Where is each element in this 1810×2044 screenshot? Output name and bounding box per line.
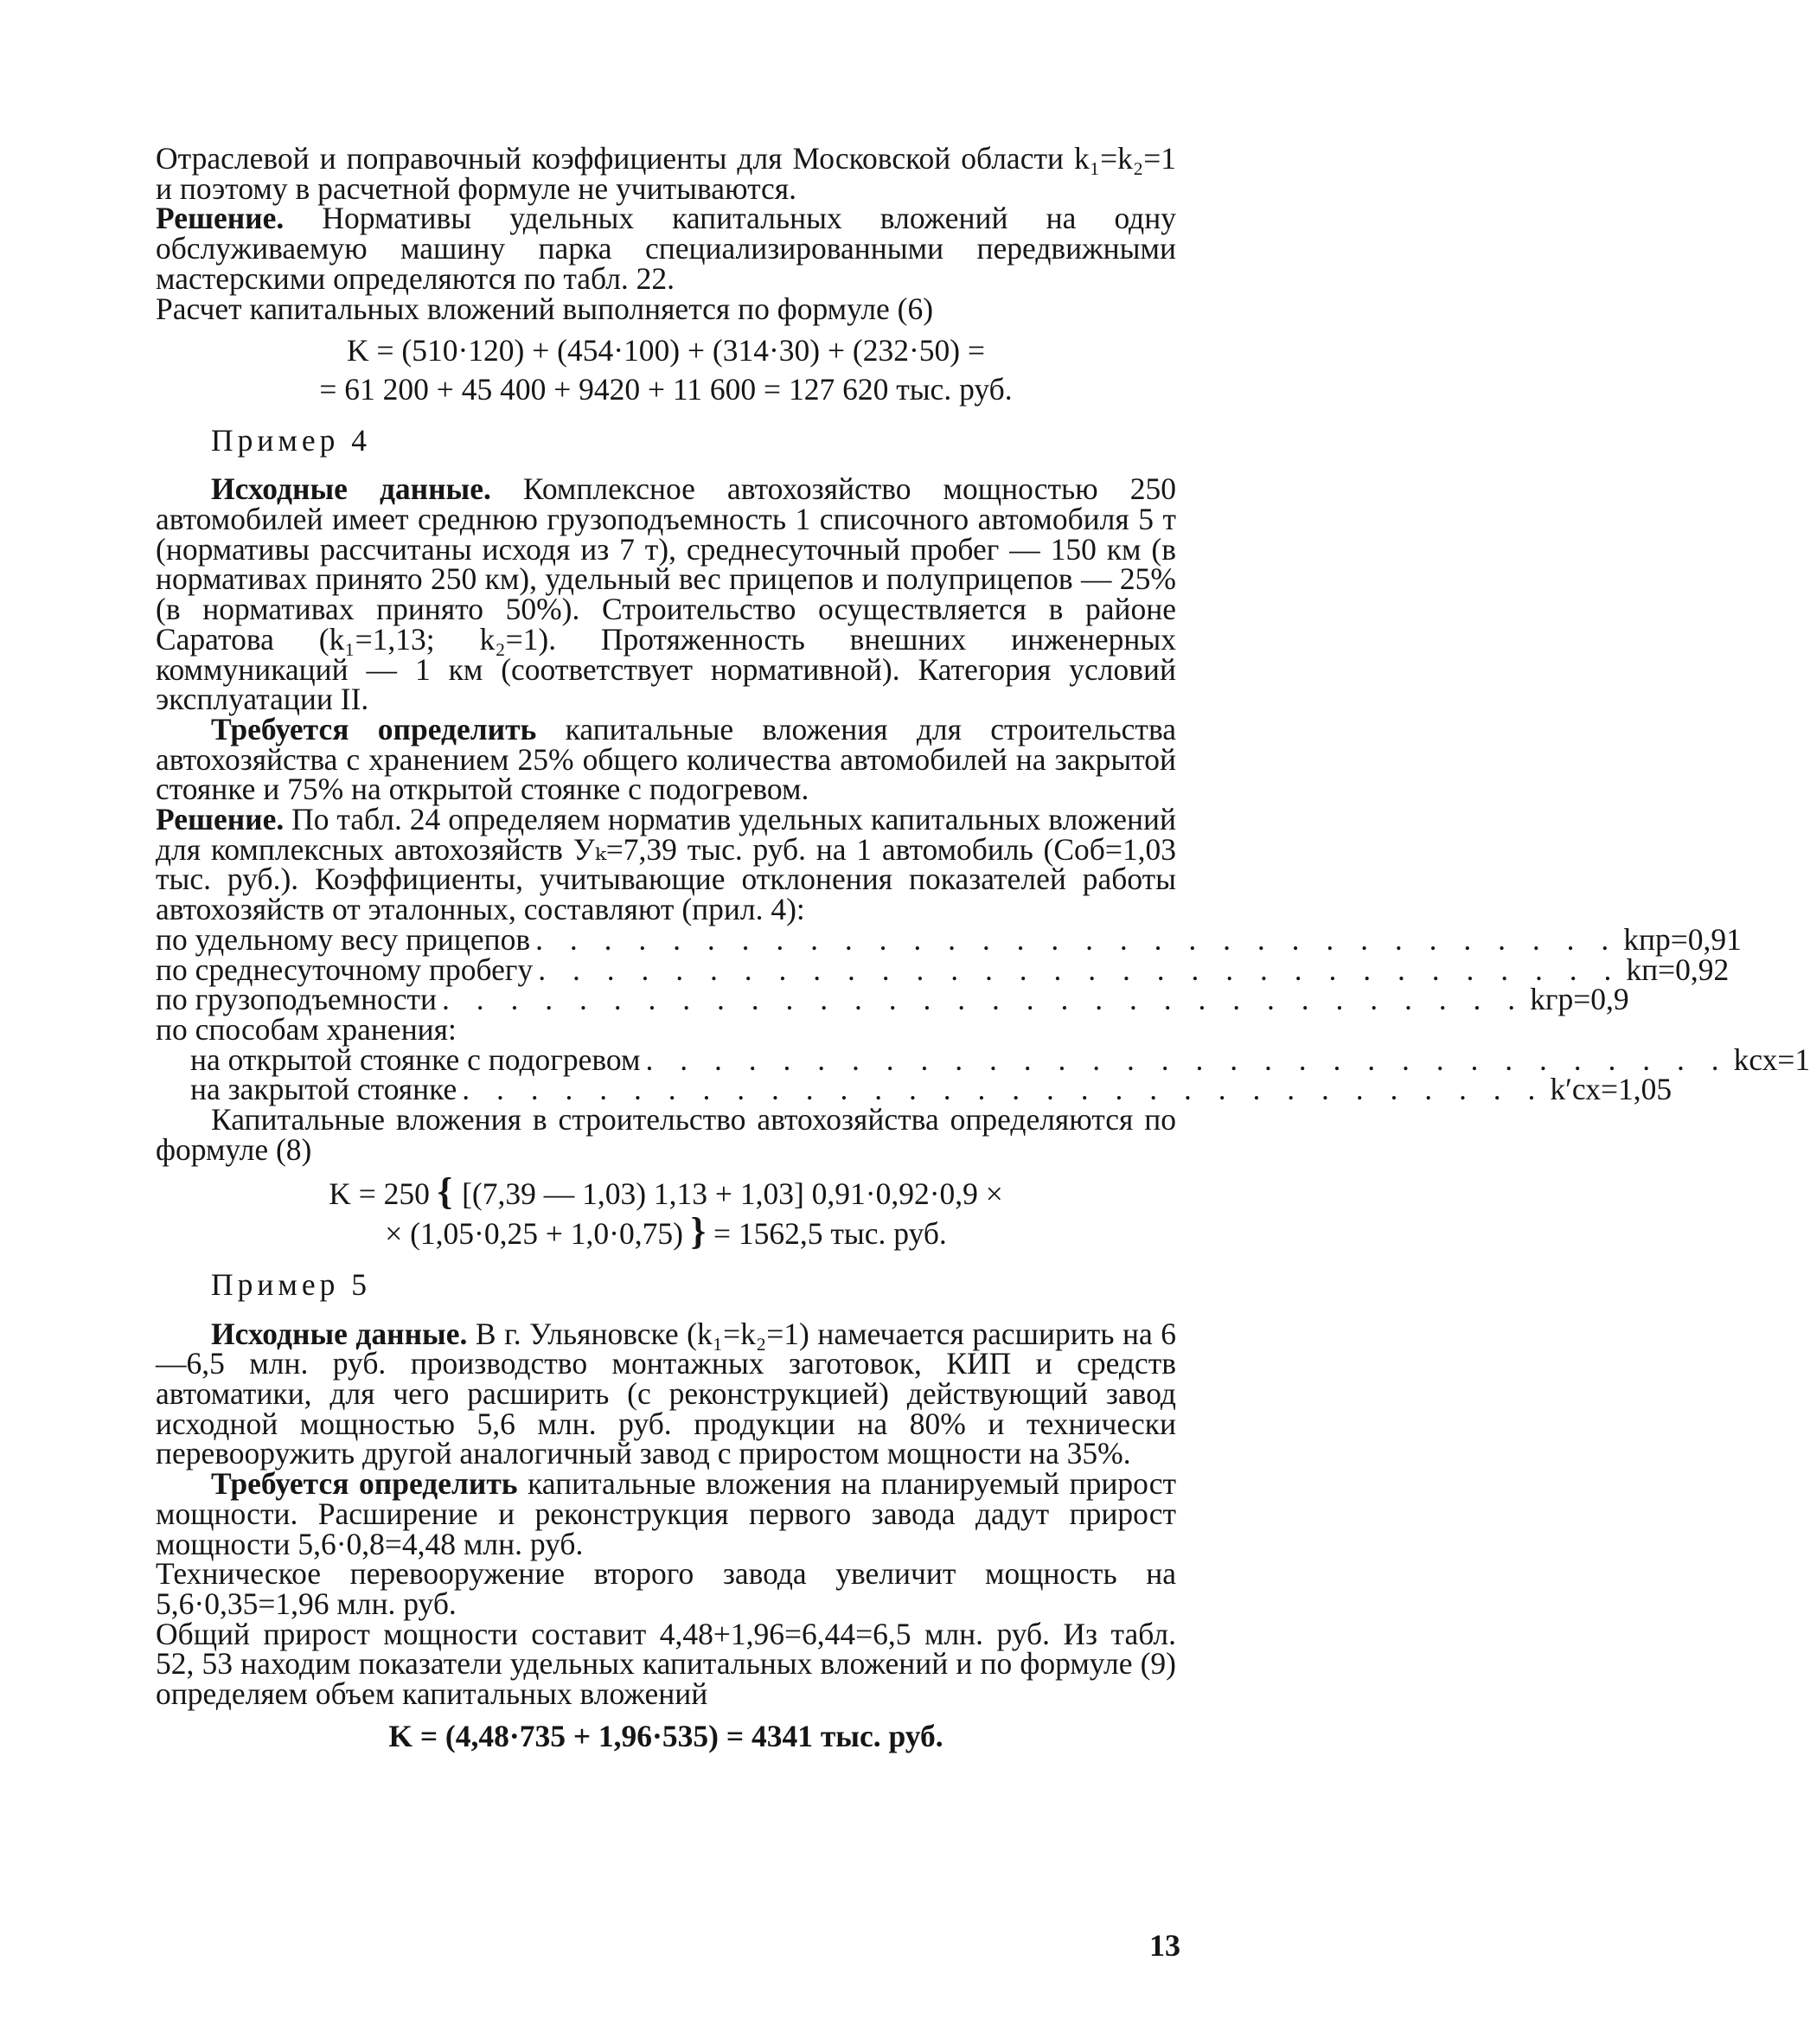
example-5-initial-data bbox=[156, 1316, 1176, 1471]
paragraph-coefficients-moscow: Отраслевой и поправочный коэффициенты для Московской области k₁=k₂=1 и поэтому в расчетной формуле не учитываются. bbox=[156, 141, 1176, 206]
paragraph-solution-3 bbox=[156, 201, 1176, 296]
coefficient-label: по удельному весу прицепов bbox=[156, 921, 531, 957]
initial-data-label: Исходные данные. bbox=[211, 1316, 468, 1351]
example-4-initial-data bbox=[156, 471, 1176, 717]
example-4-heading: Пример 4 bbox=[211, 422, 371, 458]
example-5-requirement bbox=[156, 1466, 1176, 1561]
coefficient-label: по грузоподъемности bbox=[156, 982, 438, 1017]
coefficient-value: k′сх=1,05 bbox=[1550, 1072, 1672, 1107]
formula-8-part-2: × (1,05·0,25 + 1,0·0,75) } = 1562,5 тыс. руб. bbox=[385, 1210, 947, 1253]
solution-text: По табл. 24 определяем норматив удельных капитальных вложений для комплексных автохозяйств Уₖ=7,39 тыс. руб. на 1 автомобиль (Cоб=1,03 тыс. руб.). Коэффициенты, учитывающие отклонения показателей работы автохозяйств от эталонных, составляют (прил. 4): bbox=[156, 802, 1176, 927]
dot-leader: . . . . . . . . . . . . . . . . . . . . . . . . . . . . . . . . bbox=[462, 1072, 1545, 1107]
requirement-text: капитальные вложения на планируемый прирост мощности. Расширение и реконструкция первого завода дадут прирост мощности 5,6·0,8=4,48 млн. руб. bbox=[156, 1466, 1176, 1561]
initial-data-text: Комплексное автохозяйство мощностью 250 автомобилей имеет среднюю грузоподъемность 1 списочного автомобиля 5 т (нормативы рассчитаны исходя из 7 т), среднесуточный пробег — 150 км (в нормативах принято 250 км), удельный вес прицепов и полуприцепов — 25% (в нормативах принято 50%). Строительство осуществляется в районе Саратова (k₁=1,13; k₂=1). Протяженность внешних инженерных коммуникаций — 1 км (соответствует нормативной). Категория условий эксплуатации II. bbox=[156, 471, 1176, 717]
coefficient-label: на открытой стоянке с подогревом bbox=[190, 1041, 641, 1077]
requirement-label: Требуется определить bbox=[211, 1466, 518, 1502]
coefficient-row-capacity bbox=[156, 982, 1629, 1017]
text-block bbox=[156, 141, 1810, 1754]
coefficient-value: kпр=0,91 bbox=[1623, 921, 1742, 957]
dot-leader: . . . . . . . . . . . . . . . . . . . . . . . . . . . . . . . . bbox=[442, 982, 1525, 1017]
coefficient-row-mileage bbox=[156, 952, 1730, 987]
example-4-capital-intro: Капитальные вложения в строительство автохозяйства определяются по формуле (8) bbox=[156, 1102, 1176, 1167]
solution-text: Нормативы удельных капитальных вложений на одну обслуживаемую машину парка специализированными передвижными мастерскими определяются по табл. 22. bbox=[156, 201, 1176, 296]
dot-leader: . . . . . . . . . . . . . . . . . . . . . . . . . . . . . . . . bbox=[535, 921, 1619, 957]
page-number: 13 bbox=[1149, 1928, 1180, 1963]
requirement-text: капитальные вложения для строительства автохозяйства с хранением 25% общего количества автомобилей на закрытой стоянке и 75% на открытой стоянке с подогревом. bbox=[156, 711, 1176, 807]
brace-close: } bbox=[690, 1210, 707, 1253]
coefficient-row-closed-storage bbox=[156, 1072, 1672, 1107]
formula-8-line-2 bbox=[156, 1210, 1176, 1253]
requirement-label: Требуется определить bbox=[211, 711, 537, 746]
formula-8-part-1: K = 250 { [(7,39 — 1,03) 1,13 + 1,03] 0,91·0,92·0,9 × bbox=[329, 1169, 1003, 1213]
coefficient-value: kп=0,92 bbox=[1626, 952, 1730, 987]
dot-leader: . . . . . . . . . . . . . . . . . . . . . . . . . . . . . . . . bbox=[538, 952, 1621, 987]
formula-9: K = (4,48·735 + 1,96·535) = 4341 тыс. руб. bbox=[388, 1718, 943, 1753]
example-5-modernization: Техническое перевооружение второго завода увеличит мощность на 5,6·0,35=1,96 млн. руб. bbox=[156, 1556, 1176, 1621]
formula-6-line-1: K = (510·120) + (454·100) + (314·30) + (232·50) = bbox=[347, 333, 985, 368]
initial-data-label: Исходные данные. bbox=[211, 471, 491, 507]
coefficient-label: на закрытой стоянке bbox=[190, 1072, 457, 1107]
storage-intro: по способам хранения: bbox=[156, 1011, 457, 1047]
coefficient-row-open-storage bbox=[156, 1041, 1810, 1077]
solution-label: Решение. bbox=[156, 201, 285, 236]
coefficient-value: kгр=0,9 bbox=[1530, 982, 1629, 1017]
formula-8-line-1 bbox=[156, 1169, 1176, 1213]
example-4-requirement bbox=[156, 711, 1176, 807]
coefficient-value: kсх=1 bbox=[1733, 1041, 1810, 1077]
solution-label: Решение. bbox=[156, 802, 285, 837]
initial-data-text: В г. Ульяновске (k₁=k₂=1) намечается расширить на 6—6,5 млн. руб. производство монтажных заготовок, КИП и средств автоматики, для чего расширить (с реконструкцией) действующий завод исходной мощностью 5,6 млн. руб. продукции на 80% и технически перевооружить другой аналогичный завод с приростом мощности на 35%. bbox=[156, 1316, 1176, 1471]
brace-open: { bbox=[437, 1169, 463, 1213]
paragraph-calc-intro: Расчет капитальных вложений выполняется по формуле (6) bbox=[156, 291, 934, 326]
example-5-total-growth: Общий прирост мощности составит 4,48+1,96=6,44=6,5 млн. руб. Из табл. 52, 53 находим показатели удельных капитальных вложений и по формуле (9) определяем объем капитальных вложений bbox=[156, 1616, 1176, 1712]
coefficient-row-trailers bbox=[156, 921, 1742, 957]
dot-leader: . . . . . . . . . . . . . . . . . . . . . . . . . . . . . . . . bbox=[645, 1041, 1729, 1077]
example-4-solution bbox=[156, 804, 1176, 925]
coefficient-label: по среднесуточному пробегу bbox=[156, 952, 534, 987]
formula-6-line-2: = 61 200 + 45 400 + 9420 + 11 600 = 127 620 тыс. руб. bbox=[319, 371, 1013, 407]
example-5-heading: Пример 5 bbox=[211, 1266, 371, 1302]
